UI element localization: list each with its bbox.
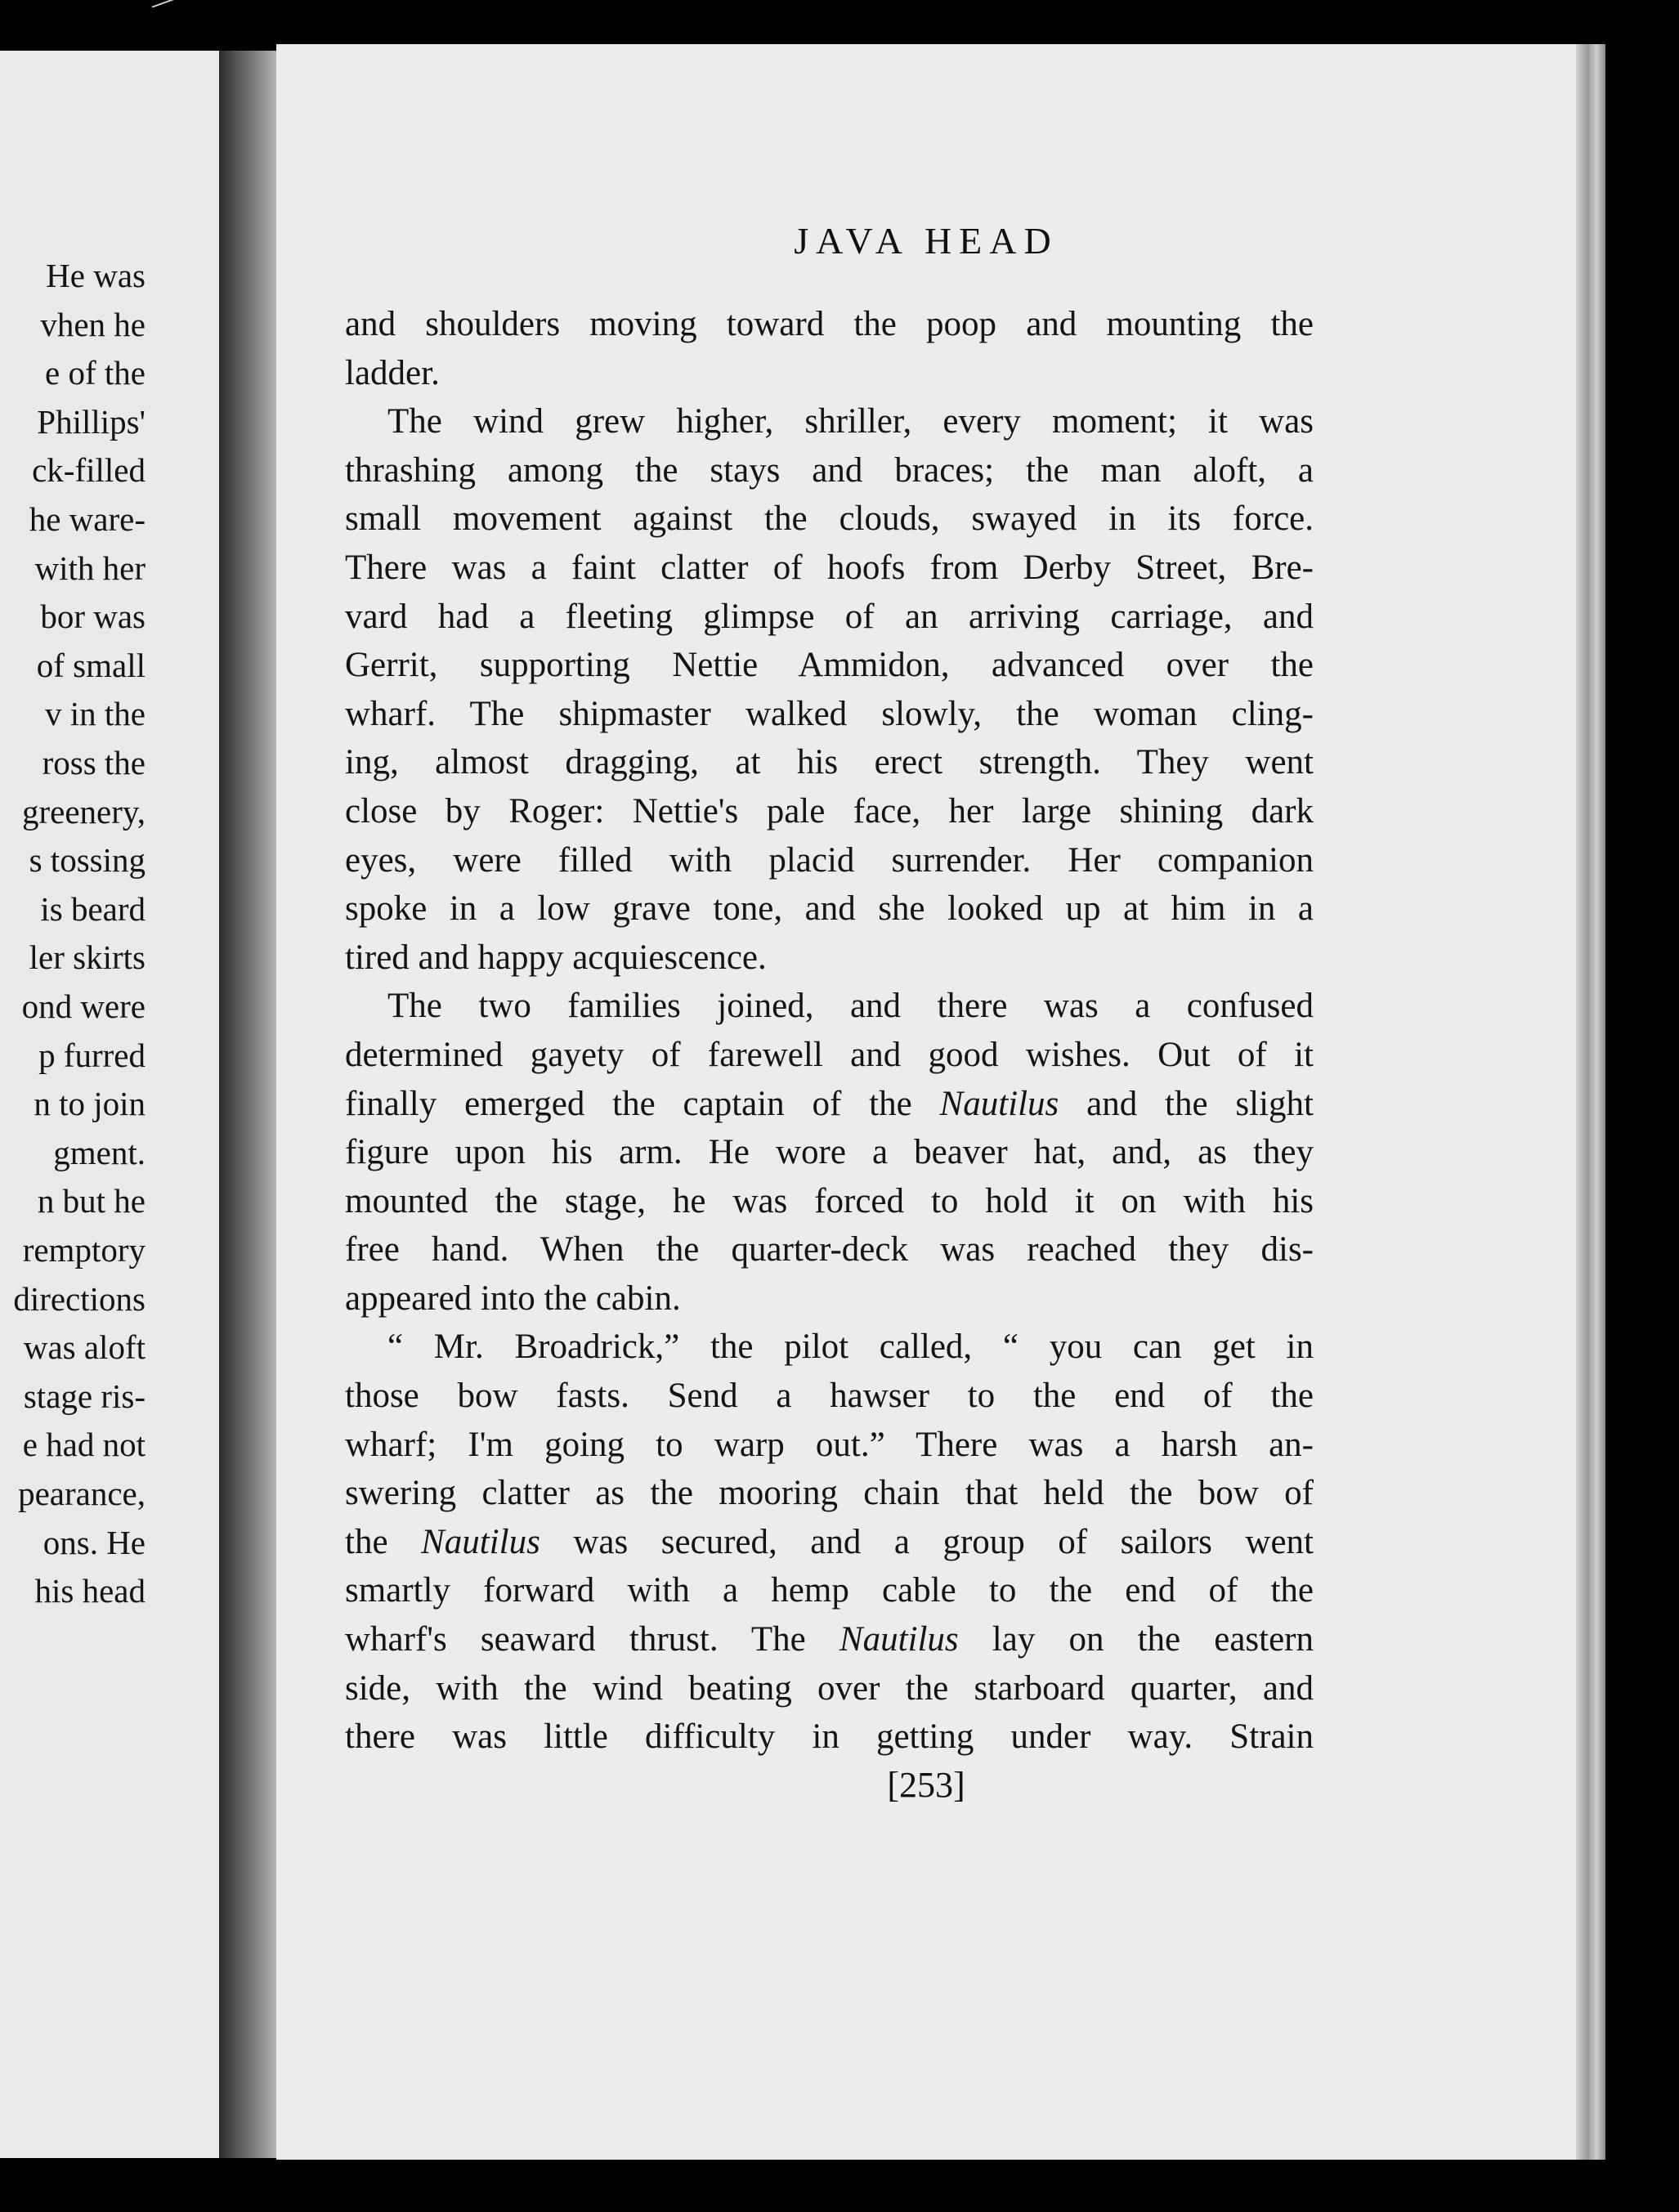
running-head: JAVA HEAD (794, 220, 1059, 262)
left-page-line: stage ris- (23, 1377, 146, 1415)
left-page-line: ler skirts (29, 938, 146, 977)
scan-artifact (152, 0, 192, 31)
text-line: finally emerged the captain of the Nautilus and the slight (345, 1084, 1314, 1123)
left-page-line: ck-filled (32, 451, 146, 490)
text-line: There was a faint clatter of hoofs from Derby Street, Bre- (345, 548, 1314, 587)
left-page-line: e had not (22, 1426, 146, 1464)
text-line: The two families joined, and there was a confused (387, 987, 1314, 1026)
book-gutter (219, 51, 276, 2158)
left-page-line: p furred (38, 1036, 146, 1074)
text-line: determined gayety of farewell and good wishes. Out of it (345, 1035, 1314, 1074)
text-line: ladder. (345, 353, 440, 392)
text-line: tired and happy acquiescence. (345, 938, 767, 977)
left-page-line: is beard (40, 889, 146, 928)
left-page-line: greenery, (22, 792, 146, 831)
text-line: “ Mr. Broadrick,” the pilot called, “ you can get in (387, 1328, 1314, 1367)
left-page-line: Phillips' (37, 402, 146, 441)
left-page-line: bor was (40, 598, 146, 636)
text-line: eyes, were filled with placid surrender. Her companion (345, 840, 1314, 880)
left-page-line: ond were (21, 987, 146, 1025)
page-number: [253] (887, 1765, 965, 1805)
left-page-line: with her (34, 549, 146, 587)
text-line: wharf's seaward thrust. The Nautilus lay on the eastern (345, 1620, 1314, 1659)
left-page-line: ons. He (43, 1523, 146, 1561)
ship-name: Nautilus (839, 1620, 959, 1659)
left-page-line: e of the (45, 354, 146, 392)
text-line: there was little difficulty in getting under way. Strain (345, 1717, 1314, 1757)
text-line: side, with the wind beating over the starboard quarter, and (345, 1668, 1314, 1708)
text-line: mounted the stage, he was forced to hold it on with his (345, 1181, 1314, 1220)
text-line: small movement against the clouds, swayed in its force. (345, 499, 1314, 539)
left-page-line: v in the (45, 695, 146, 733)
text-line: free hand. When the quarter-deck was reached they dis- (345, 1230, 1314, 1269)
ship-name: Nautilus (939, 1084, 1059, 1123)
left-page-line: his head (34, 1572, 146, 1610)
left-page-line: he ware- (29, 500, 146, 538)
text-line: swering clatter as the mooring chain that held the bow of (345, 1474, 1314, 1513)
text-line: thrashing among the stays and braces; the man aloft, a (345, 450, 1314, 490)
text-line: The wind grew higher, shriller, every moment; it was (387, 402, 1314, 441)
left-page-line: n but he (37, 1182, 146, 1220)
left-page-line: s tossing (29, 841, 146, 880)
left-page-line: pearance, (18, 1475, 146, 1512)
text-line: appeared into the cabin. (345, 1278, 681, 1318)
text-line: close by Roger: Nettie's pale face, her large shining dark (345, 791, 1314, 831)
left-page-line: was aloft (23, 1328, 146, 1367)
text-line: ing, almost dragging, at his erect strength. They went (345, 743, 1314, 782)
page-edge (1576, 44, 1605, 2160)
left-page-line: ross the (42, 744, 146, 781)
left-page-line: vhen he (40, 305, 146, 343)
left-page-line: of small (36, 646, 146, 684)
left-page-line: remptory (22, 1231, 146, 1269)
page-body-text (345, 300, 1314, 1762)
text-line: spoke in a low grave tone, and she looked up at him in a (345, 889, 1314, 929)
text-line: smartly forward with a hemp cable to the end of the (345, 1571, 1314, 1610)
text-line: vard had a fleeting glimpse of an arriving carriage, and (345, 597, 1314, 636)
left-page-line: directions (13, 1279, 146, 1318)
text-line: wharf. The shipmaster walked slowly, the woman cling- (345, 694, 1314, 733)
ship-name: Nautilus (421, 1522, 540, 1561)
left-page-line: n to join (34, 1085, 146, 1123)
text-line: figure upon his arm. He wore a beaver hat, and, as they (345, 1133, 1314, 1172)
text-line: wharf; I'm going to warp out.” There was a harsh an- (345, 1425, 1314, 1464)
text-line: those bow fasts. Send a hawser to the end of the (345, 1377, 1314, 1416)
text-line: and shoulders moving toward the poop and mounting the (345, 305, 1314, 343)
text-line: the Nautilus was secured, and a group of sailors went (345, 1522, 1314, 1561)
text-line: Gerrit, supporting Nettie Ammidon, advanced over the (345, 646, 1314, 685)
left-page-line: gment. (53, 1133, 146, 1171)
left-page-line: He was (46, 257, 146, 294)
